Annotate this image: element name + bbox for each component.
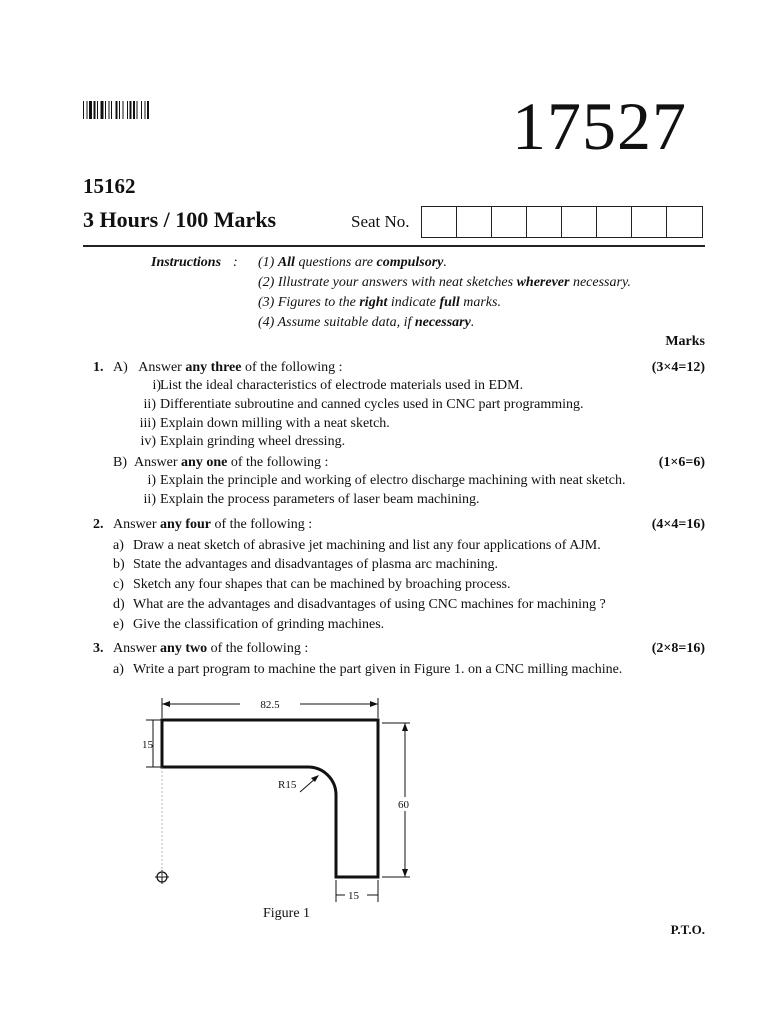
arrow-head xyxy=(402,723,408,731)
header-rule xyxy=(83,245,705,247)
q2-item-text: Draw a neat sketch of abrasive jet machining and list any four applications of AJM. xyxy=(133,538,601,553)
q1b-item-text: Explain the process parameters of laser beam machining. xyxy=(160,492,480,507)
dim-width-label: 82.5 xyxy=(260,699,280,711)
instructions-label: Instructions xyxy=(151,255,222,270)
subject-code: 15162 xyxy=(83,174,136,198)
instruction-1: (1) All questions are compulsory. xyxy=(258,255,447,270)
figure-caption: Figure 1 xyxy=(263,906,311,921)
instruction-4: (4) Assume suitable data, if necessary. xyxy=(258,315,475,330)
instruction-3: (3) Figures to the right indicate full marks. xyxy=(258,295,501,310)
seat-box[interactable] xyxy=(422,207,457,237)
q2-item-num: c) xyxy=(113,577,124,592)
arrow-head xyxy=(162,701,170,707)
question-3-marks: (2×8=16) xyxy=(651,641,705,656)
question-2-number: 2. xyxy=(93,517,104,532)
instructions-colon: : xyxy=(233,255,238,270)
q1a-item-text: Explain down milling with a neat sketch. xyxy=(160,416,390,431)
seat-box[interactable] xyxy=(667,207,702,237)
seat-number-label: Seat No. xyxy=(351,212,410,231)
question-3-heading: Answer any two of the following : xyxy=(113,641,309,656)
seat-box[interactable] xyxy=(492,207,527,237)
pto-label: P.T.O. xyxy=(670,922,705,937)
q2-item-text: What are the advantages and disadvantages of using CNC machines for machining ? xyxy=(133,597,606,612)
seat-box[interactable] xyxy=(527,207,562,237)
dim-height-label: 60 xyxy=(398,799,409,811)
question-2-marks: (4×4=16) xyxy=(651,517,705,532)
q1a-item-num: iii) xyxy=(139,416,156,431)
arrow-head xyxy=(370,701,378,707)
q2-item-text: Sketch any four shapes that can be machined by broaching process. xyxy=(133,577,511,592)
q2-item-text: Give the classification of grinding machines. xyxy=(133,617,385,632)
q1b-item-num: ii) xyxy=(143,492,156,507)
q1b-item-num: i) xyxy=(147,473,156,488)
q1a-item-num: i) xyxy=(152,378,161,393)
question-3-number: 3. xyxy=(93,641,104,656)
question-2-heading: Answer any four of the following : xyxy=(113,517,313,532)
q2-item-num: a) xyxy=(113,538,124,553)
question-1b-marks: (1×6=6) xyxy=(658,455,705,470)
q1a-item-text: Differentiate subroutine and canned cycles used in CNC part programming. xyxy=(160,397,584,412)
q3-item-num: a) xyxy=(113,662,124,677)
seat-box[interactable] xyxy=(632,207,667,237)
q1a-item-num: ii) xyxy=(143,397,156,412)
arrow-head xyxy=(402,869,408,877)
seat-box[interactable] xyxy=(457,207,492,237)
question-1-number: 1. xyxy=(93,360,104,375)
q2-item-num: e) xyxy=(113,617,124,632)
q2-item-num: d) xyxy=(113,597,125,612)
q1b-item-text: Explain the principle and working of electro discharge machining with neat sketch. xyxy=(160,473,626,488)
part-outline xyxy=(162,720,378,877)
q1a-item-text: Explain grinding wheel dressing. xyxy=(160,434,346,449)
seat-box[interactable] xyxy=(597,207,632,237)
barcode xyxy=(83,101,183,119)
figure-1-drawing xyxy=(140,690,410,905)
q2-item-text: State the advantages and disadvantages of plasma arc machining. xyxy=(133,557,499,572)
q1a-item-text: List the ideal characteristics of electrode materials used in EDM. xyxy=(160,378,524,393)
paper-code: 17527 xyxy=(512,88,687,164)
instruction-2: (2) Illustrate your answers with neat sketches wherever necessary. xyxy=(258,275,631,290)
seat-box[interactable] xyxy=(562,207,597,237)
dim-radius-label: R15 xyxy=(278,779,297,791)
q3-item-text: Write a part program to machine the part given in Figure 1. on a CNC milling machine. xyxy=(133,662,623,677)
duration-marks: 3 Hours / 100 Marks xyxy=(83,207,277,232)
dim-bottom-label: 15 xyxy=(348,890,359,902)
q2-item-num: b) xyxy=(113,557,125,572)
question-1b-heading: B) Answer any one of the following : xyxy=(113,455,329,470)
dim-thickness-label: 15 xyxy=(142,739,153,751)
question-1a-marks: (3×4=12) xyxy=(651,360,705,375)
question-1a-heading: A) Answer any three of the following : xyxy=(113,360,343,375)
q1a-item-num: iv) xyxy=(140,434,156,449)
marks-heading: Marks xyxy=(665,334,705,349)
seat-number-boxes[interactable] xyxy=(421,206,703,238)
